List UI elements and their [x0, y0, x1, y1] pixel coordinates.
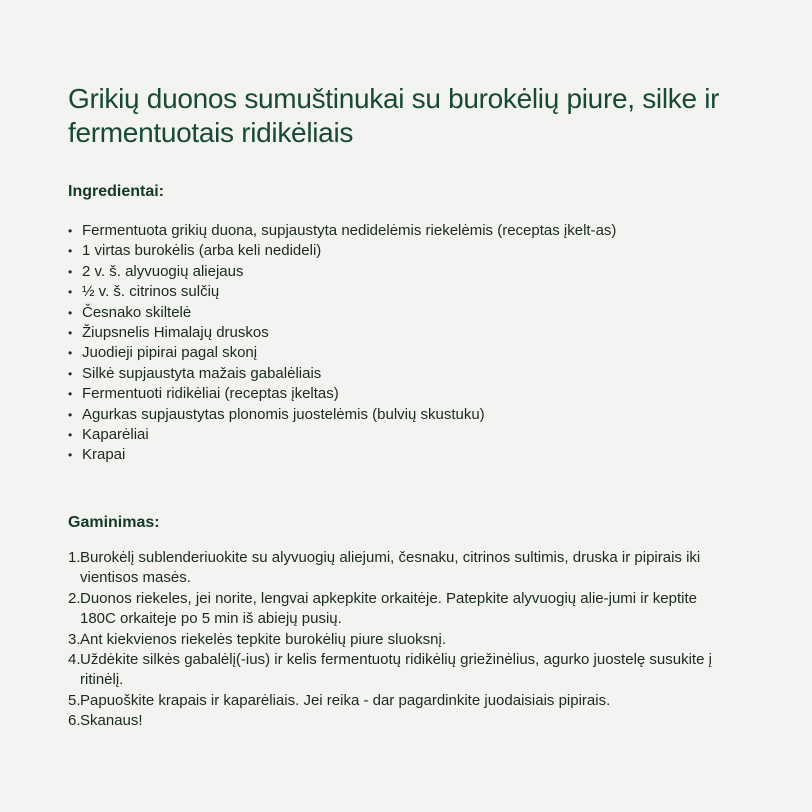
- step-text: Uždėkite silkės gabalėlį(-ius) ir kelis fermentuotų ridikėlių griežinėlius, agurko juostelę susukite į ritinėlį.: [80, 651, 712, 689]
- step-number: 1.: [68, 549, 81, 566]
- ingredient-item: • 2 v. š. alyvuogių aliejaus: [68, 262, 718, 282]
- method-step: [68, 711, 718, 731]
- ingredient-item: • Krapai: [68, 445, 718, 465]
- step-number: 4.: [68, 651, 81, 669]
- step-text: Papuoškite krapais ir kaparėliais. Jei reika - dar pagardinkite juodaisiais pipirais.: [80, 691, 611, 709]
- method-step: [68, 650, 718, 691]
- method-steps-list: [68, 548, 718, 732]
- ingredient-item: • Kaparėliai: [68, 425, 718, 445]
- ingredient-item: • 1 virtas burokėlis (arba keli nedideli): [68, 241, 718, 261]
- ingredient-item: • Silkė supjaustyta mažais gabalėliais: [68, 364, 718, 384]
- step-number: 5.: [68, 691, 81, 709]
- method-step: [68, 691, 718, 711]
- step-number: 6.: [68, 712, 81, 730]
- ingredient-item: • Fermentuoti ridikėliai (receptas įkeltas): [68, 384, 718, 404]
- ingredients-heading: Ingredientai:: [68, 183, 165, 200]
- step-number: 2.: [68, 589, 81, 607]
- step-text: Burokėlį sublenderiuokite su alyvuogių aliejumi, česnaku, citrinos sultimis, druska ir pipirais iki vientisos masės.: [80, 549, 701, 587]
- step-text: Skanaus!: [80, 712, 143, 730]
- ingredient-item: • Agurkas supjaustytas plonomis juostelėmis (bulvių skustuku): [68, 405, 718, 425]
- ingredient-item: • Žiupsnelis Himalajų druskos: [68, 323, 718, 343]
- ingredient-item: • Fermentuota grikių duona, supjaustyta nedidelėmis riekelėmis (receptas įkelt-as): [68, 221, 718, 241]
- ingredient-item: • ½ v. š. citrinos sulčių: [68, 282, 718, 302]
- recipe-title: Grikių duonos sumuštinukai su burokėlių piure, silke ir fermentuotais ridikėliais: [68, 83, 720, 148]
- ingredient-item: • Česnako skiltelė: [68, 303, 718, 323]
- method-step: [68, 589, 718, 630]
- method-heading: Gaminimas:: [68, 514, 160, 531]
- ingredient-item: • Juodieji pipirai pagal skonį: [68, 343, 718, 363]
- method-step: [68, 630, 718, 650]
- ingredients-list: [68, 221, 718, 466]
- method-step: [68, 548, 718, 589]
- step-number: 3.: [68, 630, 81, 648]
- step-text: Ant kiekvienos riekelės tepkite burokėlių piure sluoksnį.: [80, 630, 447, 648]
- step-text: Duonos riekeles, jei norite, lengvai apkepkite orkaitėje. Patepkite alyvuogių alie-jumi ir keptite 180C orkaiteje po 5 min iš abiejų pusių.: [80, 589, 697, 628]
